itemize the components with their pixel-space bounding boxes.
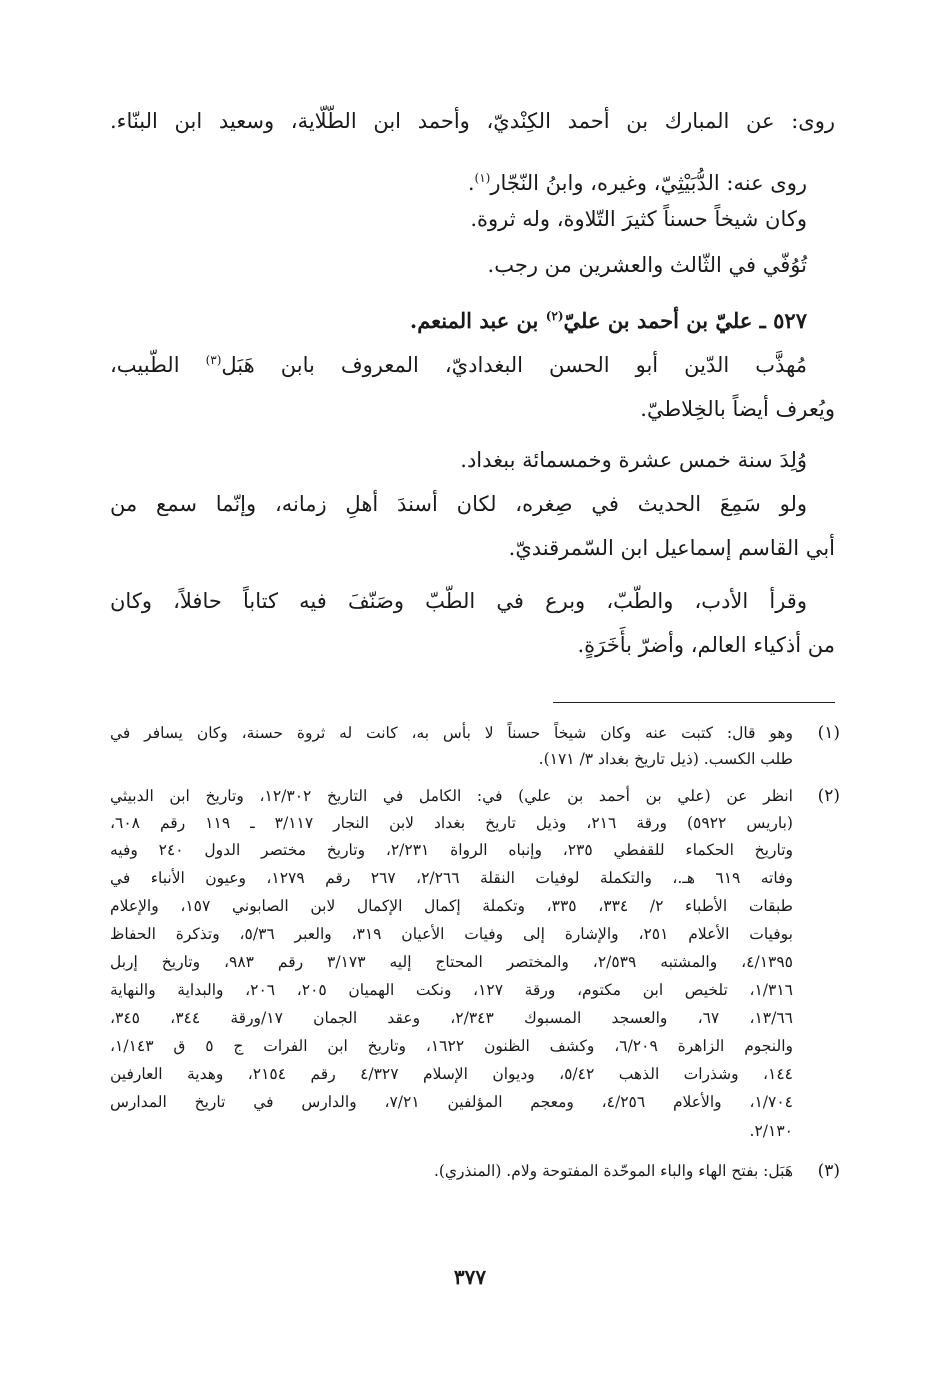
entry-heading-527 <box>410 306 807 336</box>
footnote-number-1: (١) <box>817 723 840 743</box>
body-line-7: ويُعرف أيضاً بالخِلاطيّ. <box>640 397 835 421</box>
footnote-2-line-5: طبقات الأطباء ٢/ ٣٣٤، ٣٣٥، وتكملة إكمال الإكمال لابن الصابوني ١٥٧، والإعلام <box>110 897 793 915</box>
footnote-2-line-3: وتاريخ الحكماء للقفطي ٢٣٥، وإنباه الرواة ٢/٢٣١، وتاريخ مختصر الدول ٢٤٠ وفيه <box>110 841 794 859</box>
footnote-ref-3[interactable]: (٣) <box>205 353 222 367</box>
footnote-2-line-10: والنجوم الزاهرة ٦/٢٠٩، وكشف الظنون ١٦٢٢، وتاريخ ابن الفرات ج ٥ ق ١/١٤٣، <box>110 1037 793 1055</box>
footnote-3-line-1: هَبَل: بفتح الهاء والباء الموحّدة المفتوحة ولام. (المنذري). <box>433 1162 793 1180</box>
body-line-2-text: روى عنه: الدُّبَيْثِيّ، وغيره، وابنُ النّجّار <box>490 171 807 195</box>
body-line-11: وقرأ الأدب، والطّبّ، وبرع في الطّبّ وصَنّفَ فيه كتاباً حافلاً، وكان <box>110 589 807 613</box>
footnote-2-line-4: وفاته ٦١٩ هـ.، والتكملة لوفيات النقلة ٢/٢٦٦، ٢٦٧ رقم ١٢٧٩، وعيون الأنباء في <box>110 869 793 887</box>
entry-heading-text: ٥٢٧ ـ عليّ بن أحمد بن عليّ <box>563 308 807 333</box>
body-line-6-end: الطّبيب، <box>110 353 206 377</box>
body-line-10: أبي القاسم إسماعيل ابن السّمرقنديّ. <box>508 536 835 560</box>
page-number: ٣٧٧ <box>453 1265 487 1289</box>
footnote-2-line-9: ١٣/٦٦، ٦٧، والعسجد المسبوك ٢/٣٤٣، وعقد الجمان ١٧/ورقة ٣٤٤، ٣٤٥، <box>110 1009 793 1027</box>
body-line-6-text: مُهذَّب الدّين أبو الحسن البغداديّ، المعروف بابن هَبَل <box>221 353 807 377</box>
footnote-2-line-7: ٤/١٣٩٥، والمشتبه ٢/٥٣٩، والمختصر المحتاج إليه ٣/١٧٣ رقم ٩٨٣، وتاريخ إربل <box>110 953 794 971</box>
footnote-ref-1[interactable]: (١) <box>474 171 491 185</box>
body-line-6 <box>110 350 807 380</box>
entry-heading-end: بن عبد المنعم. <box>409 308 546 333</box>
footnote-separator <box>553 702 835 703</box>
body-line-2-end: . <box>467 171 475 195</box>
footnote-1-line-2: طلب الكسب. (ذيل تاريخ بغداد ٣/ ١٧١). <box>538 750 793 768</box>
footnote-2-line-2: (باريس ٥٩٢٢) ورقة ٢١٦، وذيل تاريخ بغداد لابن النجار ٣/١١٧ ـ ١١٩ رقم ٦٠٨، <box>110 814 793 832</box>
footnote-2-line-12: ١/٧٠٤، والأعلام ٤/٢٥٦، ومعجم المؤلفين ٧/٢١، والدارس في تاريخ المدارس <box>110 1093 793 1111</box>
footnote-number-2: (٢) <box>817 786 840 806</box>
body-line-8: وُلِدَ سنة خمس عشرة وخمسمائة ببغداد. <box>460 448 807 472</box>
body-line-12: من أذكياء العالم، وأضرّ بأَخَرَةٍ. <box>577 633 835 657</box>
body-line-3: وكان شيخاً حسناً كثيرَ التّلاوة، وله ثروة. <box>470 207 807 231</box>
footnote-ref-2[interactable]: (٢) <box>545 309 564 323</box>
footnote-2-line-11: ١٤٤، وشذرات الذهب ٥/٤٢، وديوان الإسلام ٤/٣٢٧ رقم ٢١٥٤، وهدية العارفين <box>110 1065 793 1083</box>
body-line-2 <box>468 168 807 198</box>
footnote-1-line-1: وهو قال: كتبت عنه وكان شيخاً حسناً لا بأس به، كانت له ثروة حسنة، وكان يسافر في <box>110 724 793 742</box>
footnote-2-line-1: انظر عن (علي بن أحمد بن علي) في: الكامل في التاريخ ١٢/٣٠٢، وتاريخ ابن الدبيثي <box>110 787 793 805</box>
footnote-2-line-8: ١/٣١٦، تلخيص ابن مكتوم، ورقة ١٢٧، ونكت الهميان ٢٠٥، ٢٠٦، والبداية والنهاية <box>110 981 793 999</box>
body-line-4: تُوُفّي في الثّالث والعشرين من رجب. <box>487 253 807 277</box>
footnote-2-line-6: بوفيات الأعلام ٢٥١، والإشارة إلى وفيات الأعيان ٣١٩، والعبر ٥/٣٦، وتذكرة الحفاظ <box>110 925 793 943</box>
body-line-9: ولو سَمِعَ الحديث في صِغره، لكان أسندَ أهلِ زمانه، وإنّما سمع من <box>110 492 807 516</box>
body-line-1: روى: عن المبارك بن أحمد الكِنْديّ، وأحمد ابن الطّلّاية، وسعيد ابن البنّاء. <box>110 109 835 133</box>
footnote-2-line-13: ٢/١٣٠. <box>749 1122 793 1140</box>
footnote-number-3: (٣) <box>817 1161 840 1181</box>
